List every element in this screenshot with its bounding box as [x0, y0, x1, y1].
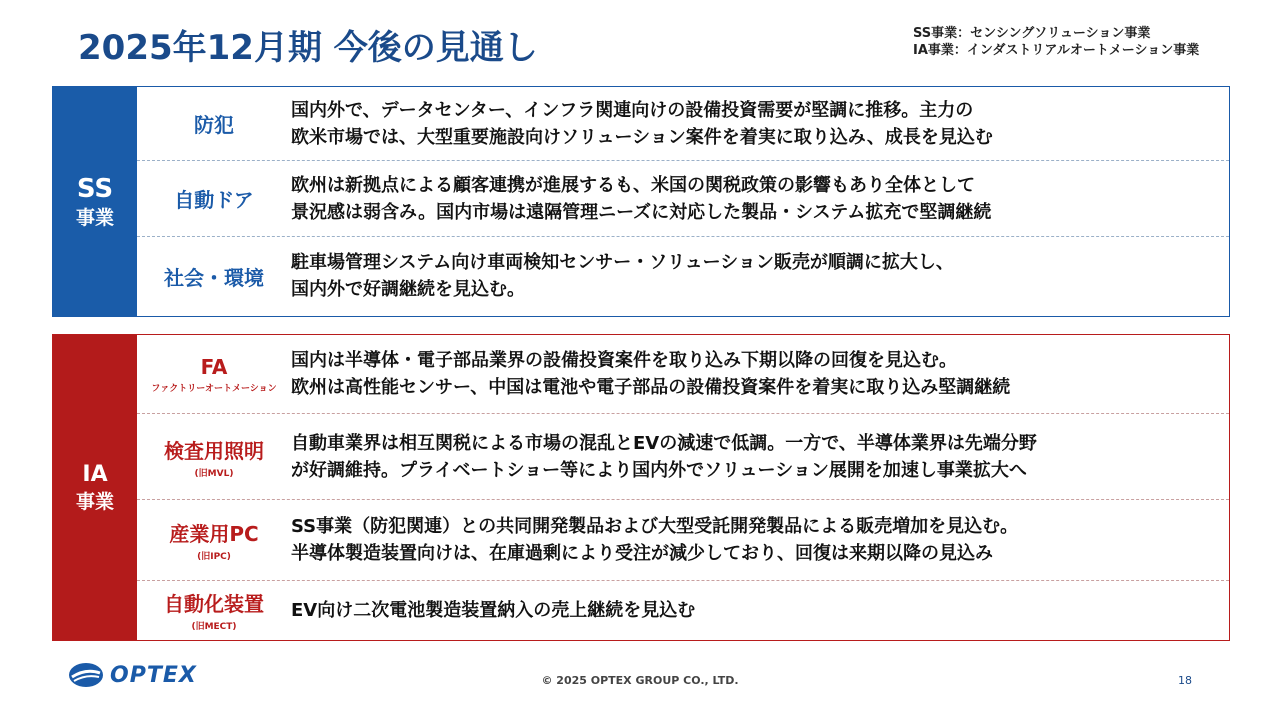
category-name: 防犯 [194, 113, 234, 137]
desc-line: 欧州は新拠点による顧客連携が進展するも、米国の関税政策の影響もあり全体として [291, 174, 975, 196]
legend-ss: SS事業：センシングソリューション事業 [913, 26, 1151, 41]
category-cell [137, 184, 291, 213]
ss-row-auto-door [137, 161, 1229, 237]
desc-line: 欧米市場では、大型重要施設向けソリューション案件を着実に取り込み、成長を見込む [291, 126, 993, 148]
ss-row-social-env [137, 237, 1229, 315]
row-description [291, 249, 1229, 303]
category-name: FA [200, 354, 228, 379]
desc-line: EV向け二次電池製造装置納入の売上継続を見込む [291, 599, 696, 621]
desc-line: 国内は半導体・電子部品業界の設備投資案件を取り込み下期以降の回復を見込む。 [291, 350, 957, 371]
copyright: © 2025 OPTEX GROUP CO., LTD. [541, 674, 739, 687]
desc-line: が好調維持。プライベートショー等により国内外でソリューション展開を加速し事業拡大へ [291, 459, 1027, 481]
desc-line: 駐車場管理システム向け車両検知センサー・ソリューション販売が順調に拡大し、 [291, 252, 954, 273]
business-legend [913, 25, 1199, 59]
legend-ia: IA事業：インダストリアルオートメーション事業 [913, 43, 1200, 58]
category-cell [137, 262, 291, 291]
category-cell [137, 518, 291, 562]
ia-row-fa [137, 335, 1229, 414]
ss-row-security [137, 87, 1229, 161]
row-description [291, 347, 1229, 401]
page-number: 18 [1178, 674, 1192, 687]
category-name: 社会・環境 [164, 265, 264, 290]
category-name: 自動ドア [174, 188, 254, 212]
desc-line: 景況感は弱含み。国内市場は遠隔管理ニーズに対応した製品・システム拡充で堅調継続 [291, 201, 992, 223]
ia-code: IA [82, 461, 108, 487]
category-cell [137, 588, 291, 632]
category-name: 自動化装置 [164, 592, 264, 616]
category-sub: (旧MVL) [194, 468, 234, 479]
row-description [291, 597, 1229, 624]
desc-line: 国内外で好調継続を見込む。 [291, 279, 525, 300]
row-description [291, 97, 1229, 151]
ia-section [52, 334, 1230, 641]
ss-side-label [53, 87, 137, 316]
category-cell [137, 355, 291, 394]
ia-suffix: 事業 [75, 490, 114, 513]
ia-row-automation [137, 581, 1229, 639]
category-sub: (旧MECT) [191, 622, 237, 632]
category-name: 検査用照明 [164, 438, 264, 463]
slide-title: 2025年12月期 今後の見通し [78, 28, 538, 68]
ss-code: SS [76, 173, 114, 204]
desc-line: 半導体製造装置向けは、在庫過剰により受注が減少しており、回復は来期以降の見込み [291, 543, 993, 564]
row-description [291, 513, 1229, 567]
ia-row-industrial-pc [137, 500, 1229, 581]
ia-row-inspection-lighting [137, 414, 1229, 500]
desc-line: 欧州は高性能センサー、中国は電池や電子部品の設備投資案件を着実に取り込み堅調継続 [291, 377, 1011, 398]
desc-line: SS事業（防犯関連）との共同開発製品および大型受託開発製品による販売増加を見込む。 [291, 516, 1019, 537]
desc-line: 国内外で、データセンター、インフラ関連向けの設備投資需要が堅調に推移。主力の [291, 99, 974, 121]
row-description [291, 430, 1229, 484]
category-name: 産業用PC [169, 522, 259, 546]
desc-line: 自動車業界は相互関税による市場の混乱とEVの減速で低調。一方で、半導体業界は先端分野 [291, 432, 1037, 454]
ss-section [52, 86, 1230, 317]
ia-side-label [53, 335, 137, 640]
category-sub: ファクトリーオートメーション [151, 383, 277, 394]
logo-wordmark: OPTEX [110, 662, 197, 688]
category-cell [137, 435, 291, 479]
ss-suffix: 事業 [75, 206, 114, 229]
category-cell [137, 109, 291, 138]
category-sub: (旧IPC) [197, 552, 231, 562]
row-description [291, 172, 1229, 226]
